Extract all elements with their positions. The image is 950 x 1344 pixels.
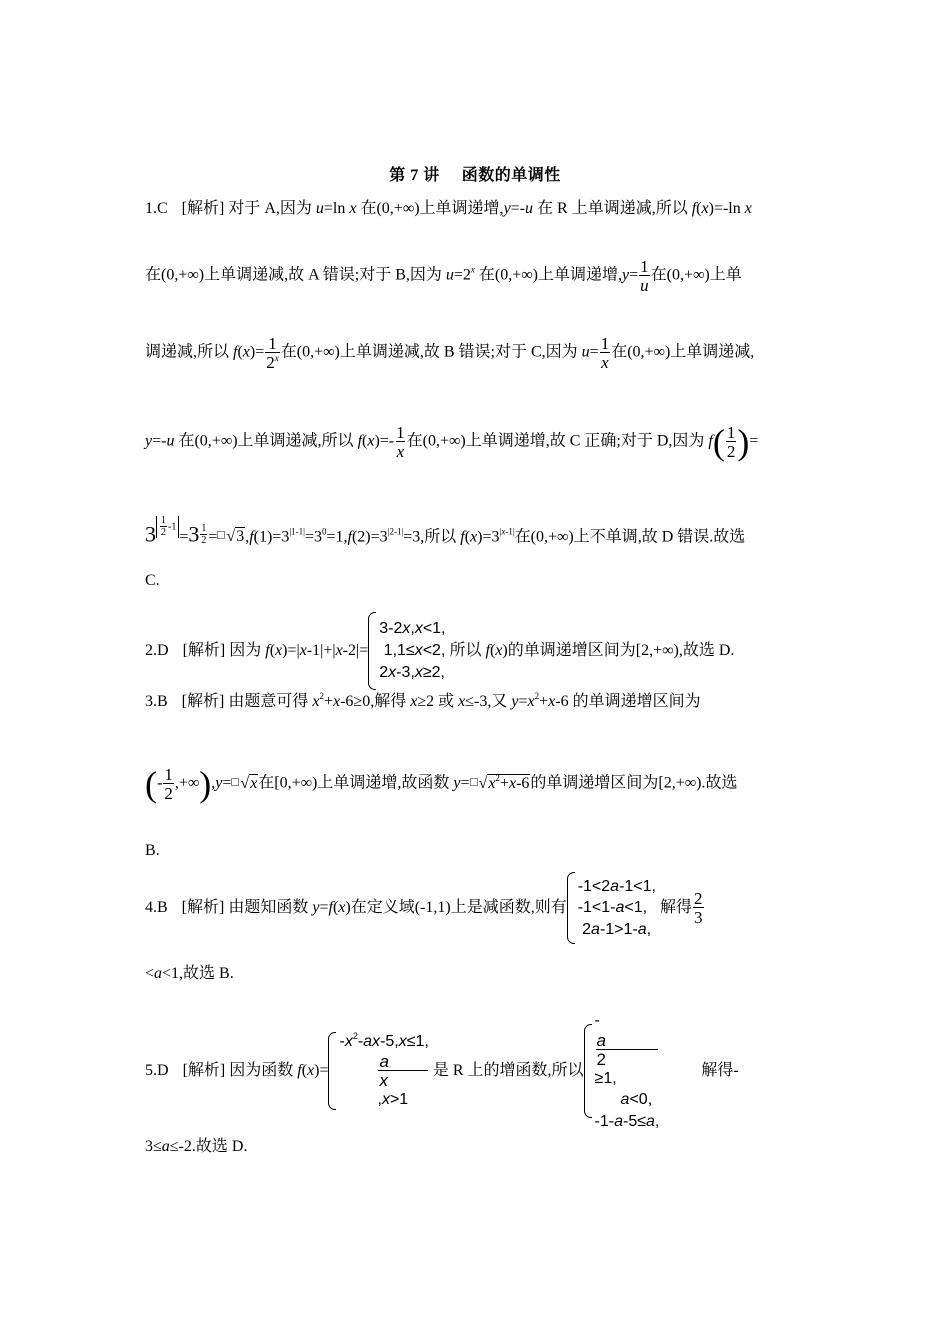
lecture-number: 第 7 讲 [389, 167, 440, 184]
q2-line: 2.D [解析] 因为 f(x)=|x-1|+|x-2|= 3-2x,x<1, 1,1≤x<2, 2x-3,x≥2, 所以 f(x)的单调递增区间为[2,+∞),故选 D. [145, 612, 734, 690]
q1-line-1: 1.C [解析] 对于 A,因为 u=ln x 在(0,+∞)上单调递增,y=-u 在 R 上单调递减,所以 f(x)=-ln x [145, 200, 752, 217]
q4-line: 4.B [解析] 由题知函数 y=f(x)在定义域(-1,1)上是减函数,则有 -1<2a-1<1, -1<1-a<1, 2a-1>1-a, 解得 $\frac{2}{3}$ [145, 872, 705, 944]
q4-line-2: <a<1,故选 B. [145, 965, 234, 982]
q1-line-6: C. [145, 572, 160, 589]
q5-line-2: 3≤a≤-2.故选 D. [145, 1138, 248, 1155]
q1-line-4: y=-u 在(0,+∞)上单调递减,所以 f(x)=- $\frac{1}{x}$ 在(0,+∞)上单调递增,故 C 正确;对于 D,因为 f( $\frac{1}{2}$ )= [145, 422, 759, 462]
lecture-topic: 函数的单调性 [461, 167, 561, 184]
q5-line: 5.D [解析] 因为函数 f(x)= $-x^2-ax-5,x\le 1$, a x ,x>1 是 R 上的增函数,所以 - a 2 ≥1, a<0, -1-a-5≤a, 解得- [145, 1012, 739, 1130]
q1-line-5: 3 $\frac{1}{2}$ -1=3 $\frac{1}{2}$ = $√3,f(1)=3^{|1-1|}=3^0=1,f(2)=3^{|2-1|}=3$,所以 $f(x)=3^{|x-1|}$在(0,+∞)上不单调,故 D 错误.故选 [145, 515, 746, 547]
q1-line-2: 在(0,+∞)上单调递减,故 A 错误;对于 B,因为 $u=2^x$ 在(0,+∞)上单调递增,y= $\frac{1}{u}$ 在(0,+∞)上单 [145, 257, 742, 295]
q1-line-3: 调递减,所以 f(x)= $\frac{1}{2^x}$ 在(0,+∞)上单调递减,故 B 错误;对于 C,因为 u= $\frac{1}{x}$ 在(0,+∞)上单调递减, [145, 334, 755, 372]
q3-line-2: (- $\frac{1}{2}$ ,+∞),y= √x在[0,+∞)上单调递增,故函数 $y= √x^2+x-6$的单调递增区间为[2,+∞).故选 [145, 764, 738, 804]
q3-line-1: 3.B [解析] 由题意可得 $x^2+x-6\ge 0$,解得 x≥2 或 x≤-3,又 $y=x^2+x-6$ 的单调递增区间为 [145, 691, 701, 710]
page-title [0, 162, 950, 185]
q3-line-3: B. [145, 842, 160, 859]
